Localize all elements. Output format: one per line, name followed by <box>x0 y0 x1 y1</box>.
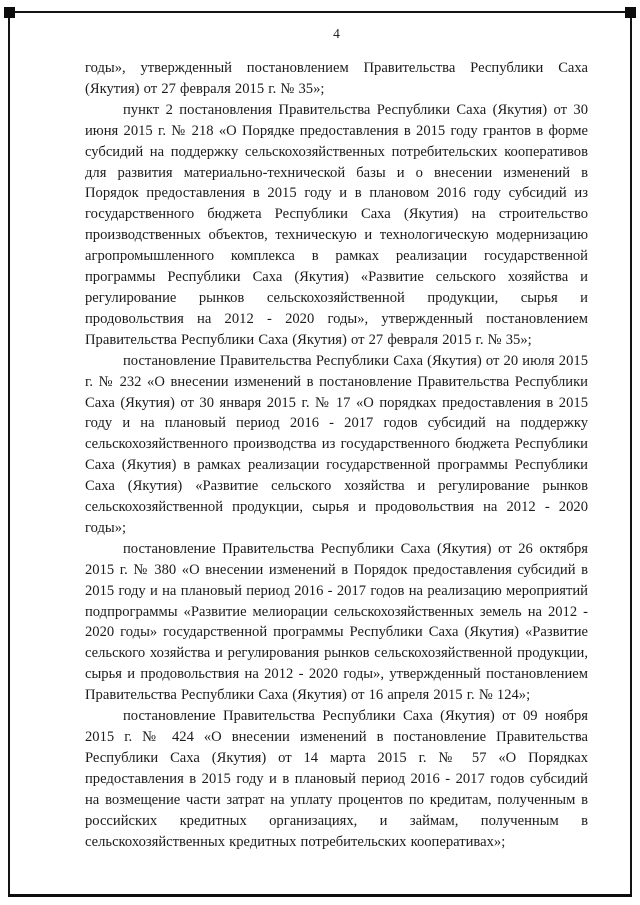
page-content <box>85 26 588 852</box>
paragraph-item-3: постановление Правительства Республики Саха (Якутия) от 20 июля 2015 г. № 232 «О внесении изменений в постановление Правительства Республики Саха (Якутия) от 30 января 2015 г. № 17 «О порядках предоставления в 2015 году и на плановый период 2016 - 2017 годов субсидий на поддержку сельскохозяйственного производства из государственного бюджета Республики Саха (Якутия) в рамках реализации государственной программы Республики Саха (Якутия) «Развитие сельского хозяйства и регулирование рынков сельскохозяйственной продукции, сырья и продовольствия на 2012 - 2020 годы»; <box>85 352 588 536</box>
corner-mark-top-right <box>625 7 636 18</box>
page-number: 4 <box>333 26 340 41</box>
bottom-edge-mark <box>8 894 632 897</box>
paragraph-item-2: пункт 2 постановления Правительства Республики Саха (Якутия) от 30 июня 2015 г. № 218 «О Порядке предоставления в 2015 году грантов в форме субсидий на поддержку сельскохозяйственных потребительских кооперативов для развития материально-технической базы и о внесении изменений в Порядок предоставления в 2015 году и в плановом 2016 году субсидий из государственного бюджета Республики Саха (Якутия) на строительство производственных объектов, техническую и технологическую модернизацию агропромышленного комплекса в рамках реализации государственной программы Республики Саха (Якутия) «Развитие сельского хозяйства и регулирование рынков сельскохозяйственной продукции, сырья и продовольствия на 2012 - 2020 годы», утвержденный постановлением Правительства Республики Саха (Якутия) от 27 февраля 2015 г. № 35»; <box>85 101 588 348</box>
paragraph-continuation: годы», утвержденный постановлением Правительства Республики Саха (Якутия) от 27 февраля 2015 г. № 35»; <box>85 60 588 97</box>
corner-mark-top-left <box>4 7 15 18</box>
document-body <box>85 58 588 852</box>
paragraph-item-4: постановление Правительства Республики Саха (Якутия) от 26 октября 2015 г. № 380 «О внесении изменений в Порядок предоставления субсидий в 2015 году и на плановый период 2016 - 2017 годов на реализацию мероприятий подпрограммы «Развитие мелиорации сельскохозяйственных земель на 2012 - 2020 годы» государственной программы Республики Саха (Якутия) «Развитие сельского хозяйства и регулирования рынков сельскохозяйственной продукции, сырья и продовольствия на 2012 - 2020 годы», утвержденный постановлением Правительства Республики Саха (Якутия) от 16 апреля 2015 г. № 124»; <box>85 540 588 704</box>
paragraph-item-5: постановление Правительства Республики Саха (Якутия) от 09 ноября 2015 г. № 424 «О внесении изменений в постановление Правительства Республики Саха (Якутия) от 14 марта 2015 г. № 57 «О Порядках предоставления в 2015 году и в плановый период 2016 - 2017 годов субсидий на возмещение части затрат на уплату процентов по кредитам, полученным в российских кредитных организациях, и займам, полученным в сельскохозяйственных кредитных потребительских кооперативах»; <box>85 708 588 850</box>
